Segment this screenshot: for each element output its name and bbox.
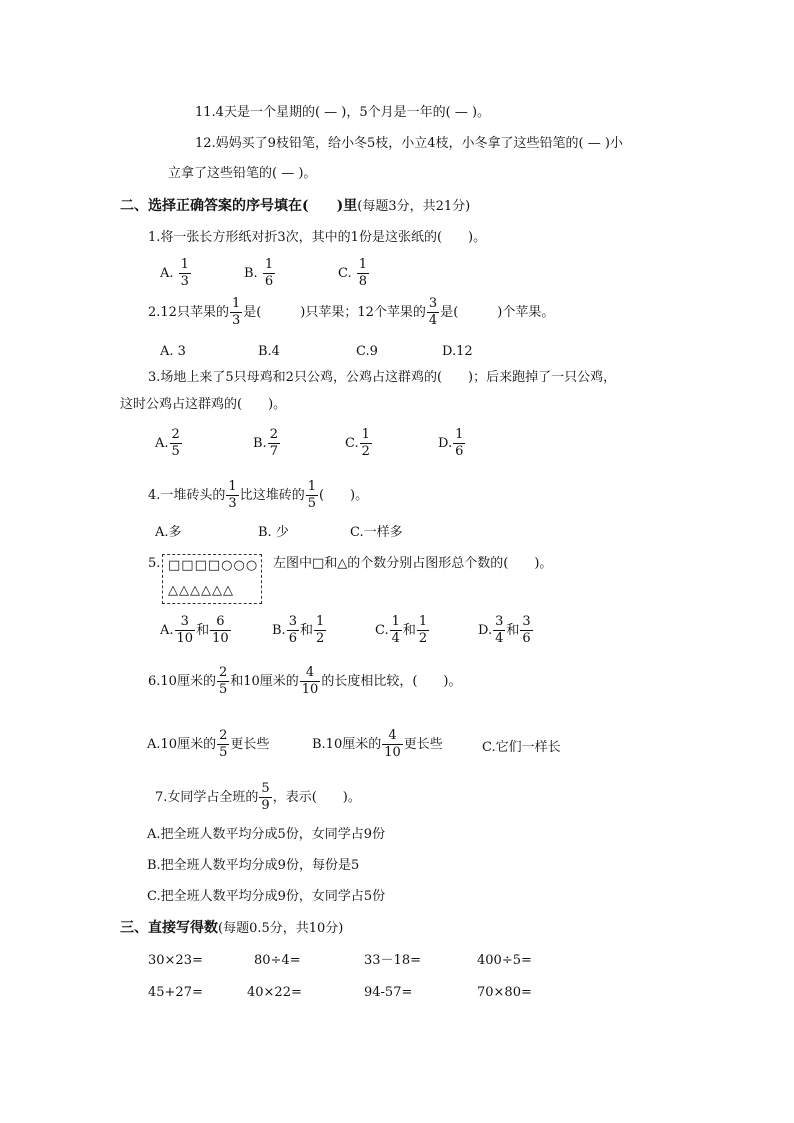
fraction: $\frac{1}{2}$ bbox=[418, 614, 428, 646]
fraction: $\frac{1}{3}$ bbox=[180, 257, 189, 289]
choice-q3-option-a[interactable]: A. $\frac{2}{5}$ bbox=[155, 427, 180, 459]
choice-q4-option-a[interactable]: A.多 bbox=[155, 525, 182, 540]
arith-item: 30×23= bbox=[148, 953, 203, 968]
choice-q7-option-c[interactable]: C.把全班人数平均分成9份，女同学占5份 bbox=[147, 889, 386, 904]
choice-q5-option-a[interactable]: A. $\frac{3}{10}$ 和 $\frac{6}{10}$ bbox=[160, 614, 229, 646]
section-2-note: (每题3分，共21分) bbox=[357, 199, 471, 214]
choice-q5-stem: 左图中□和△的个数分别占图形总个数的( )。 bbox=[273, 556, 553, 571]
arith-item: 400÷5= bbox=[477, 953, 532, 968]
fraction: $\frac{1}{2}$ bbox=[315, 614, 325, 646]
fraction: $\frac{2}{5}$ bbox=[218, 665, 228, 697]
option-label: A. bbox=[160, 266, 174, 281]
arith-item: 94-57= bbox=[364, 985, 413, 1000]
choice-q1-stem: 1.将一张长方形纸对折3次，其中的1份是这张纸的( )。 bbox=[148, 230, 487, 245]
choice-q2-option-b[interactable]: B.4 bbox=[258, 344, 280, 359]
fraction: $\frac{6}{10}$ bbox=[212, 614, 229, 646]
choice-q6-stem: 6.10厘米的 $\frac{2}{5}$ 和10厘米的 $\frac{4}{10}$ 的长度相比较，( )。 bbox=[148, 665, 462, 697]
section-2-title bbox=[120, 197, 470, 216]
choice-q1-option-c[interactable] bbox=[338, 257, 370, 290]
choice-q6-option-b[interactable]: B.10厘米的 $\frac{4}{10}$ 更长些 bbox=[312, 728, 443, 760]
fraction: $\frac{1}{8}$ bbox=[358, 257, 368, 289]
choice-q1-option-a[interactable] bbox=[160, 257, 192, 290]
fraction: $\frac{3}{6}$ bbox=[288, 614, 297, 646]
arith-item: 80÷4= bbox=[254, 953, 301, 968]
section-3-note: (每题0.5分，共10分) bbox=[218, 921, 344, 936]
fraction: $\frac{1}{6}$ bbox=[264, 257, 274, 289]
choice-q2-stem: 2.12只苹果的 $\frac{1}{3}$ 是( )只苹果；12个苹果的 $\frac{3}{4}$ 是( )个苹果。 bbox=[148, 296, 555, 328]
arith-item: 33－18= bbox=[364, 953, 421, 968]
fraction: $\frac{1}{5}$ bbox=[307, 479, 316, 511]
choice-q2-option-a[interactable]: A. 3 bbox=[160, 344, 186, 359]
question-12-line1: 12.妈妈买了9枝铅笔，给小冬5枝，小立4枝，小冬拿了这些铅笔的( — )小 bbox=[195, 136, 623, 151]
fraction: $\frac{1}{4}$ bbox=[391, 614, 400, 646]
choice-q7-option-b[interactable]: B.把全班人数平均分成9份，每份是5 bbox=[147, 858, 360, 873]
section-3-title-text: 三、直接写得数 bbox=[120, 920, 218, 936]
option-label: B. bbox=[244, 266, 258, 281]
choice-q1-option-b[interactable] bbox=[244, 257, 276, 290]
choice-q3-line2: 这时公鸡占这群鸡的( )。 bbox=[120, 397, 287, 412]
choice-q5-option-b[interactable]: B. $\frac{3}{6}$ 和 $\frac{1}{2}$ bbox=[272, 614, 325, 646]
choice-q3-line1: 3.场地上来了5只母鸡和2只公鸡，公鸡占这群鸡的( )；后来跑掉了一只公鸡， bbox=[148, 370, 617, 385]
arith-item: 40×22= bbox=[247, 985, 302, 1000]
choice-q3-option-c[interactable]: C. $\frac{1}{2}$ bbox=[345, 427, 370, 459]
fraction: $\frac{1}{2}$ bbox=[361, 427, 370, 459]
choice-q2-option-c[interactable]: C.9 bbox=[356, 344, 378, 359]
choice-q4-stem: 4.一堆砖头的 $\frac{1}{3}$ 比这堆砖的 $\frac{1}{5}$ ( )。 bbox=[148, 479, 369, 511]
choice-q3-option-d[interactable]: D. $\frac{1}{6}$ bbox=[438, 427, 464, 459]
option-label: C. bbox=[338, 266, 352, 281]
choice-q2-option-d[interactable]: D.12 bbox=[442, 344, 473, 359]
fraction: $\frac{3}{6}$ bbox=[522, 614, 531, 646]
fraction: $\frac{2}{5}$ bbox=[219, 728, 228, 760]
choice-q7-stem: 7.女同学占全班的 $\frac{5}{9}$ ，表示( )。 bbox=[155, 781, 361, 813]
section-3-title bbox=[120, 919, 343, 938]
fraction: $\frac{2}{5}$ bbox=[171, 427, 180, 459]
choice-q6-option-c[interactable]: C.它们一样长 bbox=[482, 740, 561, 755]
shape-figure-box bbox=[162, 554, 262, 604]
fraction: $\frac{2}{7}$ bbox=[269, 427, 278, 459]
choice-q4-option-c[interactable]: C.一样多 bbox=[350, 525, 403, 540]
fraction: $\frac{3}{4}$ bbox=[428, 296, 438, 328]
question-12-line2: 立拿了这些铅笔的( — )。 bbox=[168, 166, 317, 181]
choice-q5-option-d[interactable]: D. $\frac{3}{4}$ 和 $\frac{3}{6}$ bbox=[478, 614, 531, 646]
choice-q6-option-a[interactable]: A.10厘米的 $\frac{2}{5}$ 更长些 bbox=[147, 728, 270, 760]
fraction: $\frac{3}{4}$ bbox=[495, 614, 504, 646]
fraction: $\frac{3}{10}$ bbox=[176, 614, 194, 646]
squares-circles-row: □□□□○○○ bbox=[168, 558, 259, 573]
fraction: $\frac{5}{9}$ bbox=[261, 781, 270, 813]
section-2-title-text: 二、选择正确答案的序号填在( )里 bbox=[120, 198, 358, 214]
arith-item: 70×80= bbox=[477, 985, 532, 1000]
fraction: $\frac{1}{6}$ bbox=[455, 427, 464, 459]
triangles-row: △△△△△△ bbox=[168, 583, 234, 598]
choice-q7-option-a[interactable]: A.把全班人数平均分成5份，女同学占9份 bbox=[147, 827, 386, 842]
question-11: 11.4天是一个星期的( — )，5个月是一年的( — )。 bbox=[195, 105, 491, 120]
fraction: $\frac{4}{10}$ bbox=[301, 665, 319, 697]
fraction: $\frac{4}{10}$ bbox=[384, 728, 401, 760]
fraction: $\frac{1}{3}$ bbox=[228, 479, 237, 511]
choice-q4-option-b[interactable]: B. 少 bbox=[258, 525, 289, 540]
arith-item: 45+27= bbox=[148, 985, 203, 1000]
choice-q5-number: 5. bbox=[148, 556, 161, 571]
fraction: $\frac{1}{3}$ bbox=[231, 296, 241, 328]
choice-q3-option-b[interactable]: B. $\frac{2}{7}$ bbox=[253, 427, 278, 459]
choice-q5-option-c[interactable]: C. $\frac{1}{4}$ 和 $\frac{1}{2}$ bbox=[375, 614, 428, 646]
